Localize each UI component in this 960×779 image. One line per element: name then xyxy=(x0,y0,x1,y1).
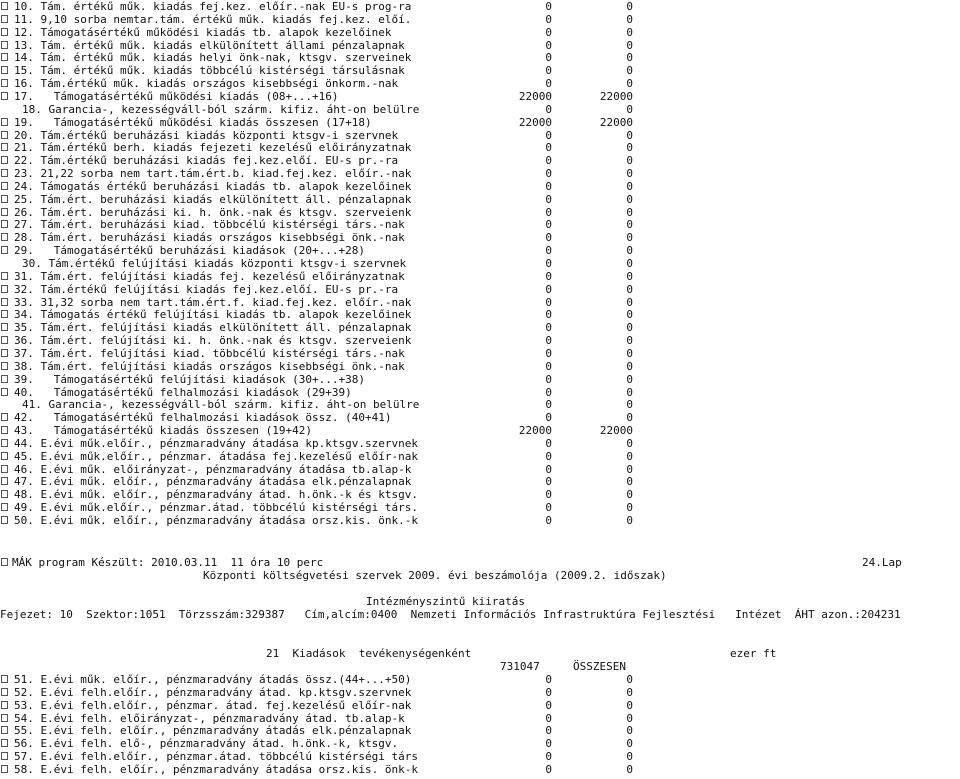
table-row xyxy=(0,737,960,750)
row-value-731047: 0 xyxy=(545,711,552,725)
checkbox-icon xyxy=(1,79,8,87)
table-row xyxy=(0,712,960,725)
table-row xyxy=(0,763,960,776)
row-value-731047: 0 xyxy=(545,102,552,116)
row-label: 22. Tám.értékű beruházási kiadás fej.kez.előí. EU-s pr.-ra xyxy=(14,154,399,168)
table-row xyxy=(0,334,960,347)
row-value-731047: 0 xyxy=(545,0,552,13)
row-label: 35. Tám.ért. felújítási kiadás elkülönített áll. pénzalapnak xyxy=(14,321,412,335)
row-value-total: 0 xyxy=(626,0,633,13)
row-label: 49. E.évi műk.előír., pénzmar.átad. többcélú kistérségi társ. xyxy=(14,501,418,515)
row-value-total: 0 xyxy=(626,38,633,52)
checkbox-icon xyxy=(1,516,8,524)
checkbox-icon xyxy=(1,131,8,139)
row-label: 54. E.évi felh. előirányzat-, pénzmaradvány átad. tb.alap-k xyxy=(14,711,405,725)
table-row xyxy=(0,270,960,283)
row-value-731047: 0 xyxy=(545,698,552,712)
row-value-total: 0 xyxy=(626,762,633,776)
checkbox-icon xyxy=(1,233,8,241)
row-label: 58. E.évi felh. előír., pénzmaradvány átadása orsz.kis. önk-k xyxy=(14,762,418,776)
table-row xyxy=(0,296,960,309)
row-value-total: 0 xyxy=(626,192,633,206)
row-value-731047: 0 xyxy=(545,475,552,489)
checkbox-icon xyxy=(1,362,8,370)
row-value-total: 0 xyxy=(626,12,633,26)
row-value-total: 0 xyxy=(626,488,633,502)
checkbox-icon xyxy=(1,246,8,254)
row-value-731047: 0 xyxy=(545,321,552,335)
checkbox-icon xyxy=(1,53,8,61)
report-subtitle: Központi költségvetési szervek 2009. évi beszámolója (2009.2. időszak) xyxy=(203,569,667,582)
column-total-header: ÖSSZESEN xyxy=(573,660,626,673)
row-value-total: 0 xyxy=(626,724,633,738)
row-value-total: 0 xyxy=(626,462,633,476)
row-value-total: 0 xyxy=(626,475,633,489)
row-value-731047: 0 xyxy=(545,269,552,283)
checkbox-icon xyxy=(1,143,8,151)
row-value-total: 0 xyxy=(626,698,633,712)
row-label: 33. 31,32 sorba nem tart.tám.ért.f. kiad.fej.kez. előír.-nak xyxy=(14,295,412,309)
table-row xyxy=(0,475,960,488)
row-value-731047: 0 xyxy=(545,449,552,463)
row-value-total: 0 xyxy=(626,77,633,91)
table-row xyxy=(0,347,960,360)
table-row xyxy=(0,77,960,90)
table-row xyxy=(0,321,960,334)
row-value-731047: 0 xyxy=(545,128,552,142)
row-value-total: 0 xyxy=(626,179,633,193)
row-value-731047: 0 xyxy=(545,762,552,776)
row-value-total: 0 xyxy=(626,282,633,296)
row-label: 37. Tám.ért. felújítási kiad. többcélú kistérségi társ.-nak xyxy=(14,346,405,360)
checkbox-icon xyxy=(1,477,8,485)
table-row xyxy=(0,180,960,193)
checkbox-icon xyxy=(1,41,8,49)
checkbox-icon xyxy=(1,323,8,331)
row-label: 39. Támogatásértékű felújítási kiadások (30+...+38) xyxy=(14,372,365,386)
table-row xyxy=(0,64,960,77)
checkbox-icon xyxy=(1,118,8,126)
checkbox-icon xyxy=(1,739,8,747)
row-value-731047: 22000 xyxy=(518,424,552,438)
table-row xyxy=(0,686,960,699)
row-value-total: 0 xyxy=(626,711,633,725)
row-value-731047: 0 xyxy=(545,77,552,91)
row-label: 46. E.évi műk. előirányzat-, pénzmaradvány átadása tb.alap-k xyxy=(14,462,412,476)
row-value-731047: 0 xyxy=(545,359,552,373)
row-value-731047: 0 xyxy=(545,436,552,450)
checkbox-icon xyxy=(1,15,8,23)
checkbox-icon xyxy=(1,558,8,566)
row-label: 52. E.évi felh.előír., pénzmaradvány átad. kp.ktsgv.szervnek xyxy=(14,685,412,699)
checkbox-icon xyxy=(1,310,8,318)
checkbox-icon xyxy=(1,765,8,773)
checkbox-icon xyxy=(1,388,8,396)
row-value-731047: 0 xyxy=(545,231,552,245)
row-value-731047: 0 xyxy=(545,38,552,52)
row-value-total: 0 xyxy=(626,257,633,270)
table-row xyxy=(0,411,960,424)
row-value-total: 0 xyxy=(626,372,633,386)
row-value-total: 0 xyxy=(626,167,633,181)
row-value-total: 0 xyxy=(626,128,633,142)
row-label: 27. Tám.ért. beruházási kiad. többcélú kistérségi társ.-nak xyxy=(14,218,405,232)
row-value-731047: 0 xyxy=(545,64,552,78)
table-row xyxy=(0,488,960,501)
row-value-731047: 0 xyxy=(545,750,552,764)
row-value-total: 0 xyxy=(626,737,633,751)
checkbox-icon xyxy=(1,28,8,36)
row-label: 44. E.évi műk.előír., pénzmaradvány átadása kp.ktsgv.szervnek xyxy=(14,436,418,450)
row-value-total: 0 xyxy=(626,436,633,450)
row-value-731047: 0 xyxy=(545,514,552,527)
table-row xyxy=(0,750,960,763)
row-value-731047: 0 xyxy=(545,25,552,39)
table-row xyxy=(0,398,960,411)
row-value-731047: 0 xyxy=(545,385,552,399)
row-value-total: 22000 xyxy=(599,424,633,438)
table-row xyxy=(0,463,960,476)
table-row xyxy=(0,231,960,244)
table-row xyxy=(0,167,960,180)
table-row xyxy=(0,724,960,737)
checkbox-icon xyxy=(1,426,8,434)
row-value-total: 0 xyxy=(626,514,633,527)
row-value-731047: 0 xyxy=(545,501,552,515)
row-value-total: 0 xyxy=(626,334,633,348)
row-label: 21. Tám.értékű berh. kiadás fejezeti kezelésű előirányzatnak xyxy=(14,141,412,155)
row-value-total: 0 xyxy=(626,685,633,699)
row-label: 16. Tám.értékű műk. kiadás országos kisebbségi önkorm.-nak xyxy=(14,77,399,91)
row-value-total: 0 xyxy=(626,501,633,515)
row-value-total: 0 xyxy=(626,346,633,360)
table-row xyxy=(0,90,960,103)
row-label: 50. E.évi műk. előír., pénzmaradvány átadása orsz.kis. önk.-k xyxy=(14,514,418,527)
row-value-731047: 0 xyxy=(545,724,552,738)
row-label: 45. E.évi műk.előír., pénzmar. átadása fej.kezelésű előír-nak xyxy=(14,449,418,463)
checkbox-icon xyxy=(1,349,8,357)
row-value-731047: 0 xyxy=(545,673,552,686)
row-label: 32. Tám.értékű felújítási kiadás fej.kez.előí. EU-s pr.-ra xyxy=(14,282,399,296)
row-value-total: 0 xyxy=(626,25,633,39)
row-value-731047: 0 xyxy=(545,244,552,258)
row-label: 34. Támogatás értékű felújítási kiadás tb. alapok kezelőinek xyxy=(14,308,412,322)
checkbox-icon xyxy=(1,208,8,216)
row-label: 56. E.évi felh. elő-, pénzmaradvány átad. h.önk.-k, ktsgv. xyxy=(14,737,399,751)
row-value-731047: 0 xyxy=(545,282,552,296)
row-label: 30. Tám.értékű felújítási kiadás központi ktsgv-i szervnek xyxy=(22,257,407,270)
checkbox-icon xyxy=(1,336,8,344)
checkbox-icon xyxy=(1,701,8,709)
table-row xyxy=(0,437,960,450)
row-label: 43. Támogatásértékű kiadás összesen (19+42) xyxy=(14,424,313,438)
row-value-total: 0 xyxy=(626,295,633,309)
footer-program-line: MÁK program Készült: 2010.03.11 11 óra 10 perc xyxy=(12,556,324,569)
table-row xyxy=(0,154,960,167)
row-label: 10. Tám. értékű műk. kiadás fej.kez. előír.-nak EU-s prog-ra xyxy=(14,0,412,13)
row-label: 48. E.évi műk. előír., pénzmaradvány átad. h.önk.-k és ktsgv. xyxy=(14,488,418,502)
row-label: 47. E.évi műk. előír., pénzmaradvány átadása elk.pénzalapnak xyxy=(14,475,412,489)
column-code-header: 731047 xyxy=(500,660,540,673)
checkbox-icon xyxy=(1,714,8,722)
row-value-731047: 0 xyxy=(545,218,552,232)
row-label: 19. Támogatásértékű működési kiadás összesen (17+18) xyxy=(14,115,372,129)
checkbox-icon xyxy=(1,92,8,100)
table-row xyxy=(0,244,960,257)
row-value-total: 0 xyxy=(626,205,633,219)
row-value-731047: 0 xyxy=(545,372,552,386)
row-value-total: 0 xyxy=(626,673,633,686)
row-value-total: 0 xyxy=(626,244,633,258)
row-value-731047: 0 xyxy=(545,398,552,412)
table-row xyxy=(0,373,960,386)
row-value-total: 0 xyxy=(626,141,633,155)
row-value-731047: 0 xyxy=(545,737,552,751)
table-row xyxy=(0,26,960,39)
row-value-total: 0 xyxy=(626,231,633,245)
row-value-731047: 0 xyxy=(545,51,552,65)
table-row xyxy=(0,51,960,64)
checkbox-icon xyxy=(1,439,8,447)
checkbox-icon xyxy=(1,156,8,164)
checkbox-icon xyxy=(1,452,8,460)
row-value-total: 0 xyxy=(626,449,633,463)
table-row xyxy=(0,218,960,231)
row-label: 26. Tám.ért. beruházási ki. h. önk.-nak és ktsgv. szerveienk xyxy=(14,205,412,219)
row-value-731047: 0 xyxy=(545,295,552,309)
checkbox-icon xyxy=(1,2,8,10)
row-label: 18. Garancia-, kezességváll-ból szárm. kifiz. áht-on belülre xyxy=(22,102,420,116)
row-value-731047: 0 xyxy=(545,179,552,193)
row-label: 36. Tám.ért. felújítási ki. h. önk.-nak és ktsgv. szerveienk xyxy=(14,334,412,348)
unit-label: ezer ft xyxy=(730,647,777,660)
row-value-731047: 0 xyxy=(545,205,552,219)
section-title: Intézményszintű kiiratás xyxy=(366,595,525,608)
row-label: 11. 9,10 sorba nemtar.tám. értékű műk. kiadás fej.kez. előí. xyxy=(14,12,412,26)
table-row xyxy=(0,129,960,142)
row-label: 20. Tám.értékű beruházási kiadás központi ktsgv-i szervnek xyxy=(14,128,399,142)
row-value-total: 0 xyxy=(626,321,633,335)
row-value-731047: 0 xyxy=(545,334,552,348)
table-row xyxy=(0,39,960,52)
row-value-total: 0 xyxy=(626,750,633,764)
row-label: 57. E.évi felh.előír., pénzmar.átad. többcélú kistérségi társ xyxy=(14,750,418,764)
row-value-total: 0 xyxy=(626,269,633,283)
row-value-total: 0 xyxy=(626,411,633,425)
row-value-total: 0 xyxy=(626,308,633,322)
row-label: 14. Tám. értékű műk. kiadás helyi önk-nak, ktsgv. szerveinek xyxy=(14,51,412,65)
table-row xyxy=(0,193,960,206)
row-value-total: 22000 xyxy=(599,115,633,129)
row-label: 15. Tám. értékű műk. kiadás többcélú kistérségi társulásnak xyxy=(14,64,405,78)
table-row xyxy=(0,450,960,463)
table-row xyxy=(0,308,960,321)
row-value-731047: 0 xyxy=(545,154,552,168)
table-row xyxy=(0,13,960,26)
checkbox-icon xyxy=(1,675,8,683)
table-row xyxy=(0,360,960,373)
row-value-total: 0 xyxy=(626,102,633,116)
checkbox-icon xyxy=(1,752,8,760)
table-row xyxy=(0,699,960,712)
row-value-total: 0 xyxy=(626,359,633,373)
checkbox-icon xyxy=(1,220,8,228)
institution-info: Fejezet: 10 Szektor:1051 Törzsszám:329387 Cím,alcím:0400 Nemzeti Információs Infrastruktúra Fejlesztési Intézet ÁHT azon.:204231 xyxy=(0,608,901,621)
checkbox-icon xyxy=(1,413,8,421)
table-title: 21 Kiadások tevékenységenként xyxy=(266,647,472,660)
row-label: 23. 21,22 sorba nem tart.tám.ért.b. kiad.fej.kez. előír.-nak xyxy=(14,167,412,181)
row-value-731047: 0 xyxy=(545,12,552,26)
row-value-731047: 0 xyxy=(545,411,552,425)
table-row xyxy=(0,141,960,154)
row-value-731047: 0 xyxy=(545,141,552,155)
table-row xyxy=(0,257,960,270)
checkbox-icon xyxy=(1,490,8,498)
row-value-731047: 0 xyxy=(545,488,552,502)
checkbox-icon xyxy=(1,272,8,280)
row-label: 53. E.évi felh.előír., pénzmar. átad. fej.kezelésű előír-nak xyxy=(14,698,412,712)
row-value-731047: 0 xyxy=(545,192,552,206)
checkbox-icon xyxy=(1,503,8,511)
row-label: 12. Támogatásértékű működési kiadás tb. alapok kezelőinek xyxy=(14,25,392,39)
row-label: 31. Tám.ért. felújítási kiadás fej. kezelésű előirányzatnak xyxy=(14,269,405,283)
row-value-731047: 22000 xyxy=(518,115,552,129)
table-row xyxy=(0,206,960,219)
row-value-total: 0 xyxy=(626,218,633,232)
row-label: 42. Támogatásértékű felhalmozási kiadások össz. (40+41) xyxy=(14,411,392,425)
row-value-731047: 0 xyxy=(545,308,552,322)
row-label: 40. Támogatásértékű felhalmozási kiadások (29+39) xyxy=(14,385,352,399)
row-label: 17. Támogatásértékű működési kiadás (08+...+16) xyxy=(14,89,339,103)
row-label: 29. Támogatásértékű beruházási kiadások (20+...+28) xyxy=(14,244,365,258)
row-value-731047: 0 xyxy=(545,346,552,360)
row-value-731047: 0 xyxy=(545,167,552,181)
table-row xyxy=(0,673,960,686)
row-value-731047: 22000 xyxy=(518,89,552,103)
checkbox-icon xyxy=(1,66,8,74)
checkbox-icon xyxy=(1,298,8,306)
table-row xyxy=(0,103,960,116)
row-label: 55. E.évi felh. előír., pénzmaradvány átadás elk.pénzalapnak xyxy=(14,724,412,738)
row-value-731047: 0 xyxy=(545,462,552,476)
checkbox-icon xyxy=(1,169,8,177)
row-value-total: 0 xyxy=(626,385,633,399)
row-value-total: 22000 xyxy=(599,89,633,103)
row-label: 13. Tám. értékű műk. kiadás elkülönített állami pénzalapnak xyxy=(14,38,405,52)
row-value-731047: 0 xyxy=(545,257,552,270)
row-value-total: 0 xyxy=(626,398,633,412)
table-row xyxy=(0,283,960,296)
checkbox-icon xyxy=(1,375,8,383)
page-number: 24.Lap xyxy=(862,556,902,569)
checkbox-icon xyxy=(1,285,8,293)
row-label: 28. Tám.ért. beruházási kiadás országos kisebbségi önk.-nak xyxy=(14,231,405,245)
row-value-total: 0 xyxy=(626,154,633,168)
row-label: 24. Támogatás értékű beruházási kiadás tb. alapok kezelőinek xyxy=(14,179,412,193)
table-row xyxy=(0,116,960,129)
row-value-total: 0 xyxy=(626,51,633,65)
table-row xyxy=(0,386,960,399)
table-row xyxy=(0,501,960,514)
checkbox-icon xyxy=(1,688,8,696)
checkbox-icon xyxy=(1,465,8,473)
checkbox-icon xyxy=(1,182,8,190)
table-row xyxy=(0,0,960,13)
checkbox-icon xyxy=(1,726,8,734)
table-row xyxy=(0,514,960,527)
row-label: 51. E.évi műk. előír., pénzmaradvány átadás össz.(44+...+50) xyxy=(14,673,412,686)
row-value-731047: 0 xyxy=(545,685,552,699)
row-label: 41. Garancia-, kezességváll-ból szárm. kifiz. áht-on belülre xyxy=(22,398,420,412)
row-label: 38. Tám.ért. felújítási kiadás országos kisebbségi önk.-nak xyxy=(14,359,405,373)
table-row xyxy=(0,424,960,437)
row-value-total: 0 xyxy=(626,64,633,78)
row-label: 25. Tám.ért. beruházási kiadás elkülönített áll. pénzalapnak xyxy=(14,192,412,206)
checkbox-icon xyxy=(1,195,8,203)
